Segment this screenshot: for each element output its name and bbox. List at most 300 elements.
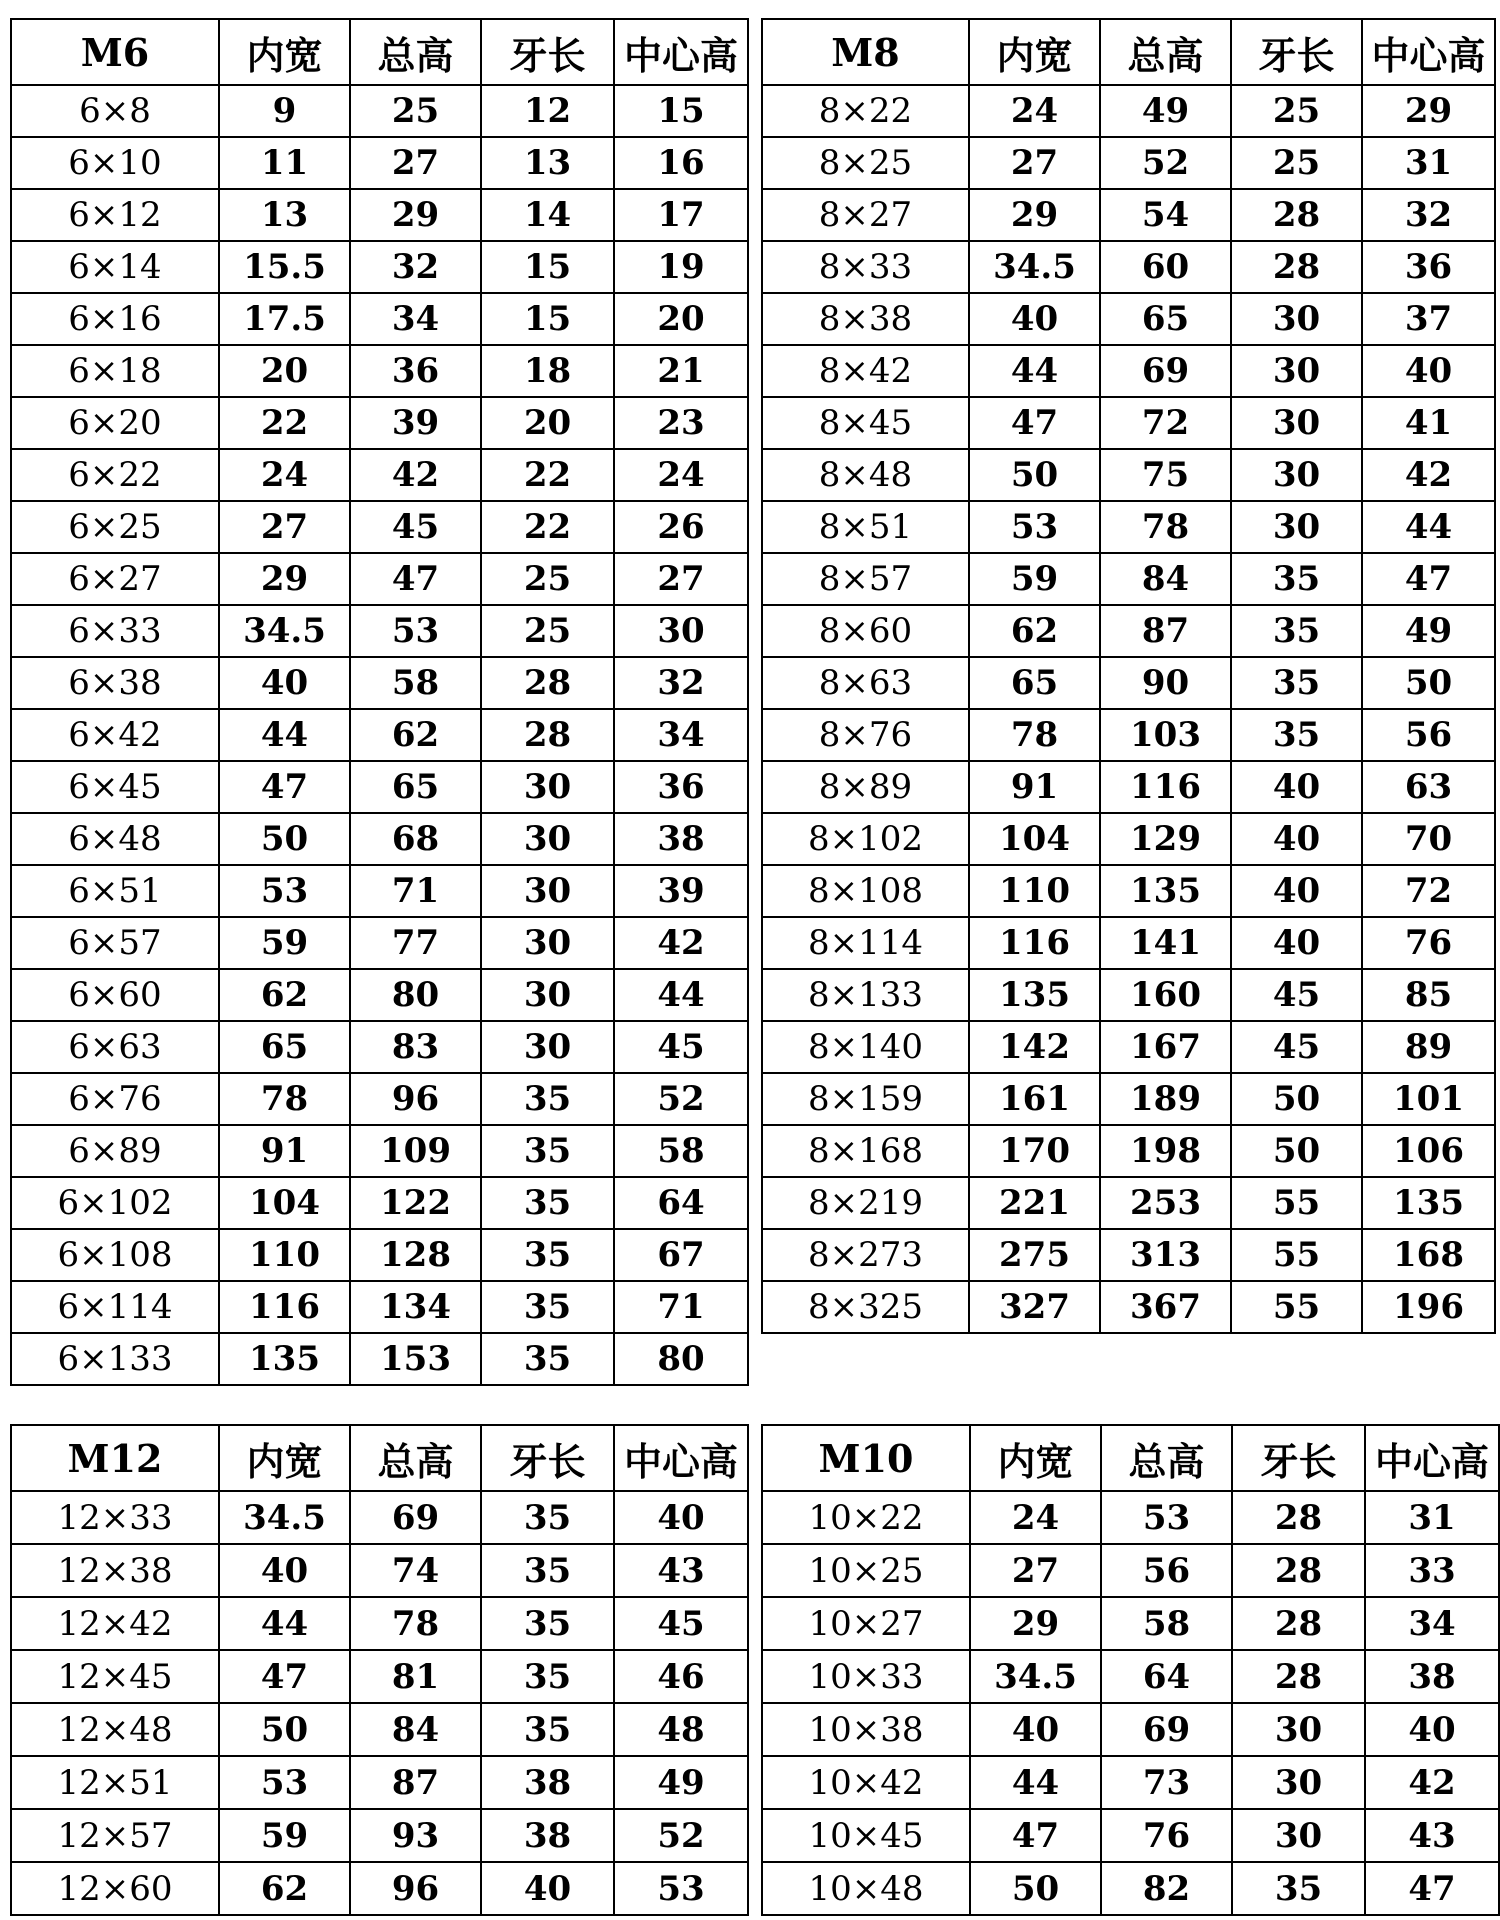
inner-width-cell: 24 (969, 85, 1100, 137)
total-height-cell: 74 (350, 1544, 481, 1597)
table-row (11, 1333, 748, 1385)
thread-length-cell: 22 (481, 501, 614, 553)
table-row (762, 1491, 1499, 1544)
table-row (762, 293, 1495, 345)
table-row (762, 1281, 1495, 1333)
center-height-cell: 21 (614, 345, 748, 397)
thread-length-cell: 35 (481, 1177, 614, 1229)
inner-width-cell: 221 (969, 1177, 1100, 1229)
table-row (11, 1756, 748, 1809)
total-height-cell: 116 (1100, 761, 1231, 813)
inner-width-cell: 27 (970, 1544, 1101, 1597)
total-height-cell: 76 (1101, 1809, 1232, 1862)
thread-length-cell: 28 (1232, 1491, 1365, 1544)
thread-length-cell: 40 (1231, 917, 1362, 969)
size-cell: 8×76 (762, 709, 969, 761)
center-height-cell: 17 (614, 189, 748, 241)
thread-length-cell: 25 (481, 605, 614, 657)
inner-width-cell: 15.5 (219, 241, 350, 293)
thread-length-cell: 35 (481, 1229, 614, 1281)
inner-width-cell: 135 (969, 969, 1100, 1021)
spec-table-m8 (761, 18, 1496, 1334)
table-row (762, 709, 1495, 761)
inner-width-cell: 11 (219, 137, 350, 189)
total-height-cell: 128 (350, 1229, 481, 1281)
table-row (11, 865, 748, 917)
thread-length-cell: 40 (1231, 865, 1362, 917)
center-height-cell: 40 (1365, 1703, 1499, 1756)
size-cell: 6×12 (11, 189, 219, 241)
table-row (11, 1229, 748, 1281)
inner-width-cell: 275 (969, 1229, 1100, 1281)
center-height-cell: 71 (614, 1281, 748, 1333)
thread-length-cell: 28 (481, 657, 614, 709)
inner-width-cell: 40 (219, 657, 350, 709)
size-cell: 12×51 (11, 1756, 219, 1809)
table-row (762, 449, 1495, 501)
size-cell: 6×42 (11, 709, 219, 761)
spec-table-m10 (761, 1424, 1500, 1916)
size-cell: 6×25 (11, 501, 219, 553)
inner-width-cell: 327 (969, 1281, 1100, 1333)
thread-length-cell: 30 (481, 969, 614, 1021)
center-height-cell: 29 (1362, 85, 1495, 137)
inner-width-cell: 161 (969, 1073, 1100, 1125)
thread-length-cell: 20 (481, 397, 614, 449)
header-row (762, 1425, 1499, 1491)
center-height-cell: 30 (614, 605, 748, 657)
thread-length-cell: 13 (481, 137, 614, 189)
inner-width-cell: 29 (970, 1597, 1101, 1650)
thread-length-cell: 38 (481, 1809, 614, 1862)
size-cell: 6×133 (11, 1333, 219, 1385)
center-height-cell: 40 (614, 1491, 748, 1544)
thread-length-cell: 30 (481, 813, 614, 865)
inner-width-cell: 34.5 (969, 241, 1100, 293)
size-cell: 8×102 (762, 813, 969, 865)
inner-width-cell: 22 (219, 397, 350, 449)
center-height-cell: 64 (614, 1177, 748, 1229)
size-cell: 6×48 (11, 813, 219, 865)
total-height-cell: 103 (1100, 709, 1231, 761)
size-cell: 8×57 (762, 553, 969, 605)
total-height-cell: 69 (350, 1491, 481, 1544)
inner-width-cell: 20 (219, 345, 350, 397)
table-row (11, 1125, 748, 1177)
inner-width-cell: 116 (219, 1281, 350, 1333)
size-cell: 8×63 (762, 657, 969, 709)
total-height-cell: 45 (350, 501, 481, 553)
series-header: M12 (11, 1425, 219, 1491)
inner-width-cell: 34.5 (219, 1491, 350, 1544)
inner-width-cell: 110 (219, 1229, 350, 1281)
size-cell: 6×45 (11, 761, 219, 813)
thread-length-cell: 35 (1231, 709, 1362, 761)
table-row (11, 137, 748, 189)
center-height-cell: 34 (1365, 1597, 1499, 1650)
table-row (11, 605, 748, 657)
inner-width-cell: 17.5 (219, 293, 350, 345)
total-height-cell: 82 (1101, 1862, 1232, 1915)
inner-width-cell: 40 (219, 1544, 350, 1597)
inner-width-cell: 34.5 (219, 605, 350, 657)
center-height-cell: 168 (1362, 1229, 1495, 1281)
thread-length-cell: 30 (481, 1021, 614, 1073)
table-row (11, 709, 748, 761)
size-cell: 6×76 (11, 1073, 219, 1125)
total-height-cell: 90 (1100, 657, 1231, 709)
inner-width-cell: 65 (219, 1021, 350, 1073)
thread-length-cell: 35 (481, 1597, 614, 1650)
total-height-cell: 167 (1100, 1021, 1231, 1073)
total-height-cell: 160 (1100, 969, 1231, 1021)
table-row (762, 969, 1495, 1021)
table-row (11, 1073, 748, 1125)
table-row (11, 1021, 748, 1073)
center-height-cell: 53 (614, 1862, 748, 1915)
size-cell: 8×33 (762, 241, 969, 293)
center-height-cell: 48 (614, 1703, 748, 1756)
thread-length-cell: 25 (481, 553, 614, 605)
size-cell: 8×51 (762, 501, 969, 553)
thread-length-cell: 30 (481, 761, 614, 813)
size-cell: 10×25 (762, 1544, 970, 1597)
inner-width-cell: 47 (969, 397, 1100, 449)
table-row (11, 917, 748, 969)
size-cell: 10×27 (762, 1597, 970, 1650)
inner-width-cell: 47 (219, 1650, 350, 1703)
thread-length-cell: 55 (1231, 1229, 1362, 1281)
total-height-cell: 75 (1100, 449, 1231, 501)
center-height-cell: 47 (1365, 1862, 1499, 1915)
center-height-cell: 45 (614, 1597, 748, 1650)
total-height-cell: 93 (350, 1809, 481, 1862)
table-row (762, 501, 1495, 553)
total-height-cell: 65 (350, 761, 481, 813)
header-row (762, 19, 1495, 85)
center-height-cell: 49 (614, 1756, 748, 1809)
size-cell: 6×89 (11, 1125, 219, 1177)
inner-width-cell: 170 (969, 1125, 1100, 1177)
table-row (11, 1177, 748, 1229)
thread-length-cell: 25 (1231, 137, 1362, 189)
center-height-cell: 16 (614, 137, 748, 189)
size-cell: 12×33 (11, 1491, 219, 1544)
thread-length-cell: 55 (1231, 1281, 1362, 1333)
spec-table-m12 (10, 1424, 749, 1916)
table-row (11, 813, 748, 865)
size-cell: 12×45 (11, 1650, 219, 1703)
thread-length-cell: 35 (481, 1703, 614, 1756)
center-height-cell: 106 (1362, 1125, 1495, 1177)
size-cell: 6×27 (11, 553, 219, 605)
total-height-header: 总高 (350, 1425, 481, 1491)
total-height-cell: 96 (350, 1862, 481, 1915)
table-row (762, 1756, 1499, 1809)
center-height-header: 中心高 (1365, 1425, 1499, 1491)
size-cell: 6×51 (11, 865, 219, 917)
size-cell: 8×159 (762, 1073, 969, 1125)
thread-length-cell: 30 (1231, 345, 1362, 397)
center-height-cell: 101 (1362, 1073, 1495, 1125)
size-cell: 8×25 (762, 137, 969, 189)
center-height-cell: 23 (614, 397, 748, 449)
thread-length-cell: 28 (1232, 1597, 1365, 1650)
inner-width-cell: 44 (970, 1756, 1101, 1809)
center-height-cell: 56 (1362, 709, 1495, 761)
size-cell: 12×57 (11, 1809, 219, 1862)
size-cell: 6×57 (11, 917, 219, 969)
center-height-header: 中心高 (1362, 19, 1495, 85)
thread-length-cell: 35 (481, 1333, 614, 1385)
total-height-header: 总高 (350, 19, 481, 85)
series-header: M10 (762, 1425, 970, 1491)
size-cell: 6×8 (11, 85, 219, 137)
thread-length-cell: 30 (1231, 293, 1362, 345)
thread-length-cell: 30 (481, 917, 614, 969)
center-height-cell: 47 (1362, 553, 1495, 605)
size-cell: 8×140 (762, 1021, 969, 1073)
total-height-cell: 198 (1100, 1125, 1231, 1177)
center-height-cell: 33 (1365, 1544, 1499, 1597)
table-row (11, 969, 748, 1021)
size-cell: 6×108 (11, 1229, 219, 1281)
table-row (762, 85, 1495, 137)
table-row (762, 1125, 1495, 1177)
thread-length-header: 牙长 (481, 19, 614, 85)
center-height-cell: 31 (1365, 1491, 1499, 1544)
table-row (762, 345, 1495, 397)
thread-length-cell: 15 (481, 293, 614, 345)
inner-width-cell: 65 (969, 657, 1100, 709)
table-row (11, 293, 748, 345)
thread-length-cell: 35 (481, 1125, 614, 1177)
thread-length-cell: 22 (481, 449, 614, 501)
center-height-cell: 36 (614, 761, 748, 813)
total-height-cell: 135 (1100, 865, 1231, 917)
inner-width-cell: 53 (969, 501, 1100, 553)
center-height-cell: 80 (614, 1333, 748, 1385)
inner-width-header: 内宽 (970, 1425, 1101, 1491)
center-height-cell: 50 (1362, 657, 1495, 709)
thread-length-cell: 35 (481, 1281, 614, 1333)
total-height-cell: 32 (350, 241, 481, 293)
thread-length-cell: 35 (481, 1650, 614, 1703)
center-height-header: 中心高 (614, 1425, 748, 1491)
thread-length-cell: 30 (1232, 1756, 1365, 1809)
table-row (762, 397, 1495, 449)
series-header: M8 (762, 19, 969, 85)
table-row (11, 1809, 748, 1862)
table-row (762, 813, 1495, 865)
total-height-cell: 62 (350, 709, 481, 761)
thread-length-cell: 40 (1231, 813, 1362, 865)
table-row (762, 1650, 1499, 1703)
center-height-cell: 135 (1362, 1177, 1495, 1229)
center-height-cell: 42 (614, 917, 748, 969)
table-row (11, 501, 748, 553)
total-height-cell: 54 (1100, 189, 1231, 241)
thread-length-cell: 35 (1231, 605, 1362, 657)
inner-width-cell: 116 (969, 917, 1100, 969)
thread-length-cell: 28 (1231, 189, 1362, 241)
total-height-cell: 29 (350, 189, 481, 241)
inner-width-header: 内宽 (219, 19, 350, 85)
inner-width-cell: 40 (969, 293, 1100, 345)
thread-length-cell: 28 (481, 709, 614, 761)
center-height-cell: 34 (614, 709, 748, 761)
table-row (762, 1073, 1495, 1125)
total-height-cell: 52 (1100, 137, 1231, 189)
inner-width-cell: 78 (219, 1073, 350, 1125)
total-height-cell: 69 (1101, 1703, 1232, 1756)
inner-width-cell: 27 (969, 137, 1100, 189)
center-height-cell: 44 (1362, 501, 1495, 553)
inner-width-cell: 59 (969, 553, 1100, 605)
center-height-cell: 32 (1362, 189, 1495, 241)
thread-length-cell: 35 (481, 1544, 614, 1597)
table-row (11, 241, 748, 293)
inner-width-cell: 59 (219, 917, 350, 969)
size-cell: 8×60 (762, 605, 969, 657)
total-height-cell: 69 (1100, 345, 1231, 397)
total-height-cell: 34 (350, 293, 481, 345)
total-height-cell: 71 (350, 865, 481, 917)
size-cell: 6×22 (11, 449, 219, 501)
total-height-cell: 27 (350, 137, 481, 189)
inner-width-cell: 24 (219, 449, 350, 501)
size-cell: 6×20 (11, 397, 219, 449)
inner-width-cell: 40 (970, 1703, 1101, 1756)
thread-length-cell: 35 (1231, 553, 1362, 605)
table-row (11, 761, 748, 813)
inner-width-cell: 53 (219, 1756, 350, 1809)
center-height-cell: 52 (614, 1809, 748, 1862)
inner-width-cell: 142 (969, 1021, 1100, 1073)
center-height-cell: 24 (614, 449, 748, 501)
thread-length-cell: 40 (481, 1862, 614, 1915)
center-height-cell: 70 (1362, 813, 1495, 865)
thread-length-cell: 15 (481, 241, 614, 293)
table-row (762, 1597, 1499, 1650)
center-height-cell: 46 (614, 1650, 748, 1703)
total-height-cell: 78 (350, 1597, 481, 1650)
thread-length-cell: 40 (1231, 761, 1362, 813)
size-cell: 8×325 (762, 1281, 969, 1333)
inner-width-cell: 24 (970, 1491, 1101, 1544)
inner-width-cell: 44 (219, 1597, 350, 1650)
thread-length-cell: 30 (1231, 397, 1362, 449)
thread-length-cell: 50 (1231, 1073, 1362, 1125)
size-cell: 6×63 (11, 1021, 219, 1073)
table-row (762, 865, 1495, 917)
thread-length-cell: 35 (1231, 657, 1362, 709)
table-row (11, 1862, 748, 1915)
inner-width-cell: 104 (969, 813, 1100, 865)
inner-width-cell: 62 (969, 605, 1100, 657)
size-cell: 8×48 (762, 449, 969, 501)
thread-length-cell: 30 (1232, 1703, 1365, 1756)
thread-length-header: 牙长 (1231, 19, 1362, 85)
inner-width-cell: 59 (219, 1809, 350, 1862)
thread-length-cell: 28 (1231, 241, 1362, 293)
inner-width-cell: 47 (970, 1809, 1101, 1862)
table-row (11, 449, 748, 501)
center-height-cell: 76 (1362, 917, 1495, 969)
thread-length-cell: 12 (481, 85, 614, 137)
size-cell: 8×219 (762, 1177, 969, 1229)
total-height-cell: 78 (1100, 501, 1231, 553)
inner-width-cell: 62 (219, 969, 350, 1021)
size-cell: 12×60 (11, 1862, 219, 1915)
thread-length-cell: 35 (481, 1491, 614, 1544)
inner-width-cell: 50 (969, 449, 1100, 501)
center-height-cell: 42 (1362, 449, 1495, 501)
inner-width-cell: 110 (969, 865, 1100, 917)
size-cell: 6×10 (11, 137, 219, 189)
total-height-cell: 253 (1100, 1177, 1231, 1229)
total-height-cell: 189 (1100, 1073, 1231, 1125)
thread-length-cell: 35 (1232, 1862, 1365, 1915)
size-cell: 8×168 (762, 1125, 969, 1177)
header-row (11, 1425, 748, 1491)
size-cell: 6×102 (11, 1177, 219, 1229)
total-height-cell: 65 (1100, 293, 1231, 345)
total-height-cell: 49 (1100, 85, 1231, 137)
thread-length-cell: 45 (1231, 1021, 1362, 1073)
total-height-cell: 25 (350, 85, 481, 137)
total-height-cell: 129 (1100, 813, 1231, 865)
table-row (11, 345, 748, 397)
thread-length-cell: 35 (481, 1073, 614, 1125)
total-height-cell: 64 (1101, 1650, 1232, 1703)
center-height-cell: 38 (614, 813, 748, 865)
center-height-cell: 45 (614, 1021, 748, 1073)
size-cell: 8×89 (762, 761, 969, 813)
header-row (11, 19, 748, 85)
size-cell: 10×38 (762, 1703, 970, 1756)
center-height-cell: 49 (1362, 605, 1495, 657)
inner-width-cell: 29 (969, 189, 1100, 241)
center-height-cell: 42 (1365, 1756, 1499, 1809)
inner-width-cell: 53 (219, 865, 350, 917)
thread-length-cell: 30 (1231, 501, 1362, 553)
center-height-cell: 43 (614, 1544, 748, 1597)
table-row (762, 553, 1495, 605)
thread-length-header: 牙长 (1232, 1425, 1365, 1491)
total-height-cell: 80 (350, 969, 481, 1021)
table-row (762, 761, 1495, 813)
inner-width-cell: 44 (969, 345, 1100, 397)
table-row (11, 1544, 748, 1597)
total-height-cell: 36 (350, 345, 481, 397)
inner-width-cell: 135 (219, 1333, 350, 1385)
size-cell: 6×18 (11, 345, 219, 397)
total-height-cell: 313 (1100, 1229, 1231, 1281)
total-height-cell: 53 (350, 605, 481, 657)
center-height-cell: 85 (1362, 969, 1495, 1021)
size-cell: 6×60 (11, 969, 219, 1021)
table-row (11, 553, 748, 605)
center-height-cell: 37 (1362, 293, 1495, 345)
size-cell: 10×42 (762, 1756, 970, 1809)
thread-length-cell: 38 (481, 1756, 614, 1809)
size-cell: 8×27 (762, 189, 969, 241)
inner-width-cell: 44 (219, 709, 350, 761)
size-cell: 8×22 (762, 85, 969, 137)
total-height-header: 总高 (1100, 19, 1231, 85)
table-row (762, 605, 1495, 657)
